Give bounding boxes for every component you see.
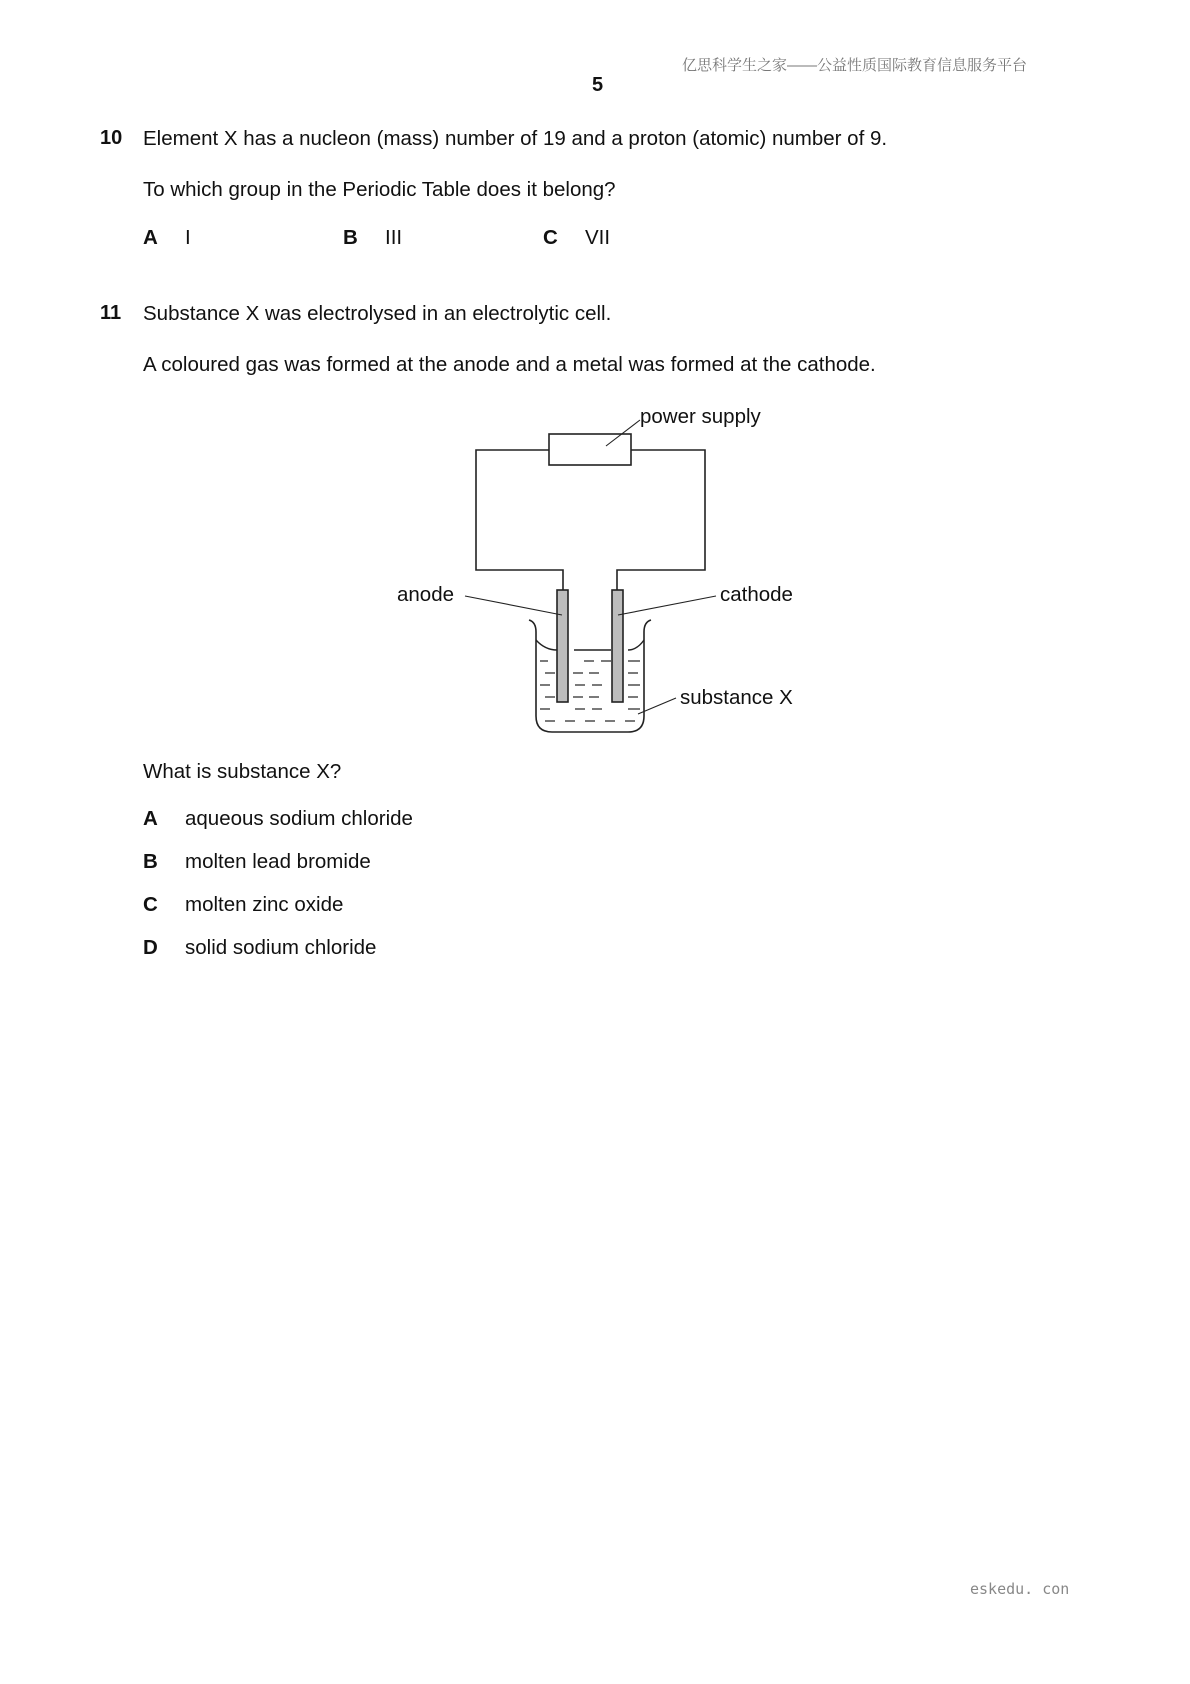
page-number: 5 [592, 74, 604, 96]
wire-right [617, 450, 705, 590]
label-substance-x: substance X [680, 686, 793, 709]
cathode-electrode [612, 590, 623, 702]
option-letter-a: A [143, 807, 158, 830]
question-info: A coloured gas was formed at the anode and a metal was formed at the cathode. [143, 353, 876, 376]
question-prompt: To which group in the Periodic Table does it belong? [143, 178, 616, 201]
wire-left [476, 450, 563, 590]
option-letter-c: C [543, 226, 558, 249]
option-text-b: III [385, 226, 403, 249]
question-stem: Substance X was electrolysed in an electrolytic cell. [143, 302, 612, 325]
option-letter-c: C [143, 893, 158, 916]
leader-anode [465, 596, 562, 615]
label-power-supply: power supply [640, 405, 761, 428]
option-text-c: VII [585, 226, 611, 249]
option-letter-b: B [143, 850, 158, 873]
question-number: 11 [100, 302, 122, 324]
beaker [529, 620, 651, 732]
option-text-b: molten lead bromide [185, 850, 371, 873]
power-supply-box [549, 434, 631, 465]
option-letter-d: D [143, 936, 158, 959]
label-cathode: cathode [720, 583, 793, 606]
electrolysis-diagram [0, 0, 1190, 760]
question-prompt: What is substance X? [143, 760, 342, 783]
liquid-surface [536, 640, 644, 650]
label-anode: anode [397, 583, 455, 606]
leader-cathode [618, 596, 716, 615]
question-number: 10 [100, 127, 123, 149]
question-stem: Element X has a nucleon (mass) number of 19 and a proton (atomic) number of 9. [143, 127, 888, 150]
option-text-a: I [185, 226, 191, 249]
anode-electrode [557, 590, 568, 702]
footer-site: eskedu. con [970, 1580, 1070, 1598]
option-text-d: solid sodium chloride [185, 936, 377, 959]
option-text-c: molten zinc oxide [185, 893, 344, 916]
option-letter-a: A [143, 226, 158, 249]
option-text-a: aqueous sodium chloride [185, 807, 413, 830]
liquid-dashes [540, 661, 640, 721]
option-letter-b: B [343, 226, 358, 249]
watermark-header: 亿思科学生之家——公益性质国际教育信息服务平台 [682, 57, 1028, 74]
